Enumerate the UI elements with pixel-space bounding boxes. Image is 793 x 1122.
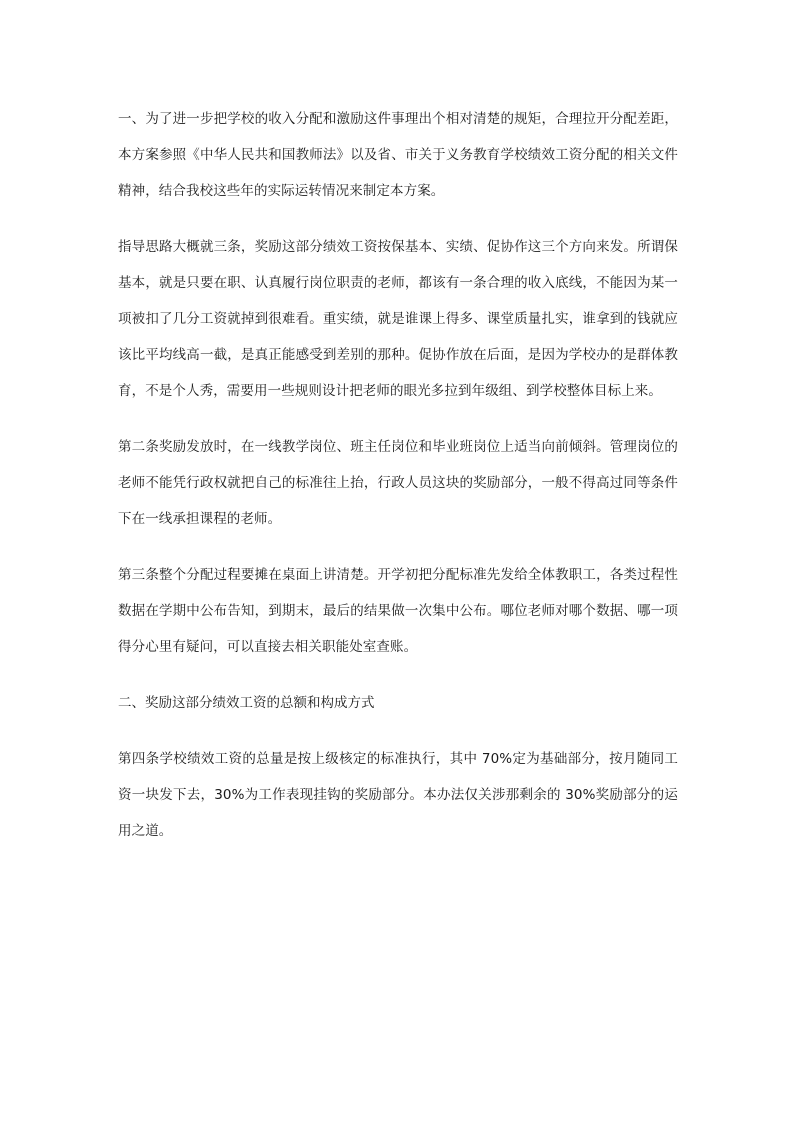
paragraph-section-one-intro: 一、为了进一步把学校的收入分配和激励这件事理出个相对清楚的规矩，合理拉开分配差距，本方案参照《中华人民共和国教师法》以及省、市关于义务教育学校绩效工资分配的相关文件精神，结合我校这些年的实际运转情况来制定本方案。 [118, 111, 678, 199]
paragraph-guiding-principles: 指导思路大概就三条，奖励这部分绩效工资按保基本、实绩、促协作这三个方向来发。所谓保基本，就是只要在职、认真履行岗位职责的老师，都该有一条合理的收入底线，不能因为某一项被扣了几分工资就掉到很难看。重实绩，就是谁课上得多、课堂质量扎实，谁拿到的钱就应该比平均线高一截，是真正能感受到差别的那种。促协作放在后面，是因为学校办的是群体教育，不是个人秀，需要用一些规则设计把老师的眼光多拉到年级组、到学校整体目标上来。 [118, 239, 678, 399]
document-body [118, 101, 678, 869]
paragraph-article-two: 第二条奖励发放时，在一线教学岗位、班主任岗位和毕业班岗位上适当向前倾斜。管理岗位的老师不能凭行政权就把自己的标准往上抬，行政人员这块的奖励部分，一般不得高过同等条件下在一线承担课程的老师。 [118, 439, 678, 527]
paragraph-article-four: 第四条学校绩效工资的总量是按上级核定的标准执行，其中 70%定为基础部分，按月随同工资一块发下去，30%为工作表现挂钩的奖励部分。本办法仅关涉那剩余的 30%奖励部分的运用之道。 [118, 751, 678, 839]
section-two-heading: 二、奖励这部分绩效工资的总额和构成方式 [118, 695, 375, 711]
paragraph-article-three: 第三条整个分配过程要摊在桌面上讲清楚。开学初把分配标准先发给全体教职工，各类过程性数据在学期中公布告知，到期末，最后的结果做一次集中公布。哪位老师对哪个数据、哪一项得分心里有疑问，可以直接去相关职能处室查账。 [118, 567, 678, 655]
